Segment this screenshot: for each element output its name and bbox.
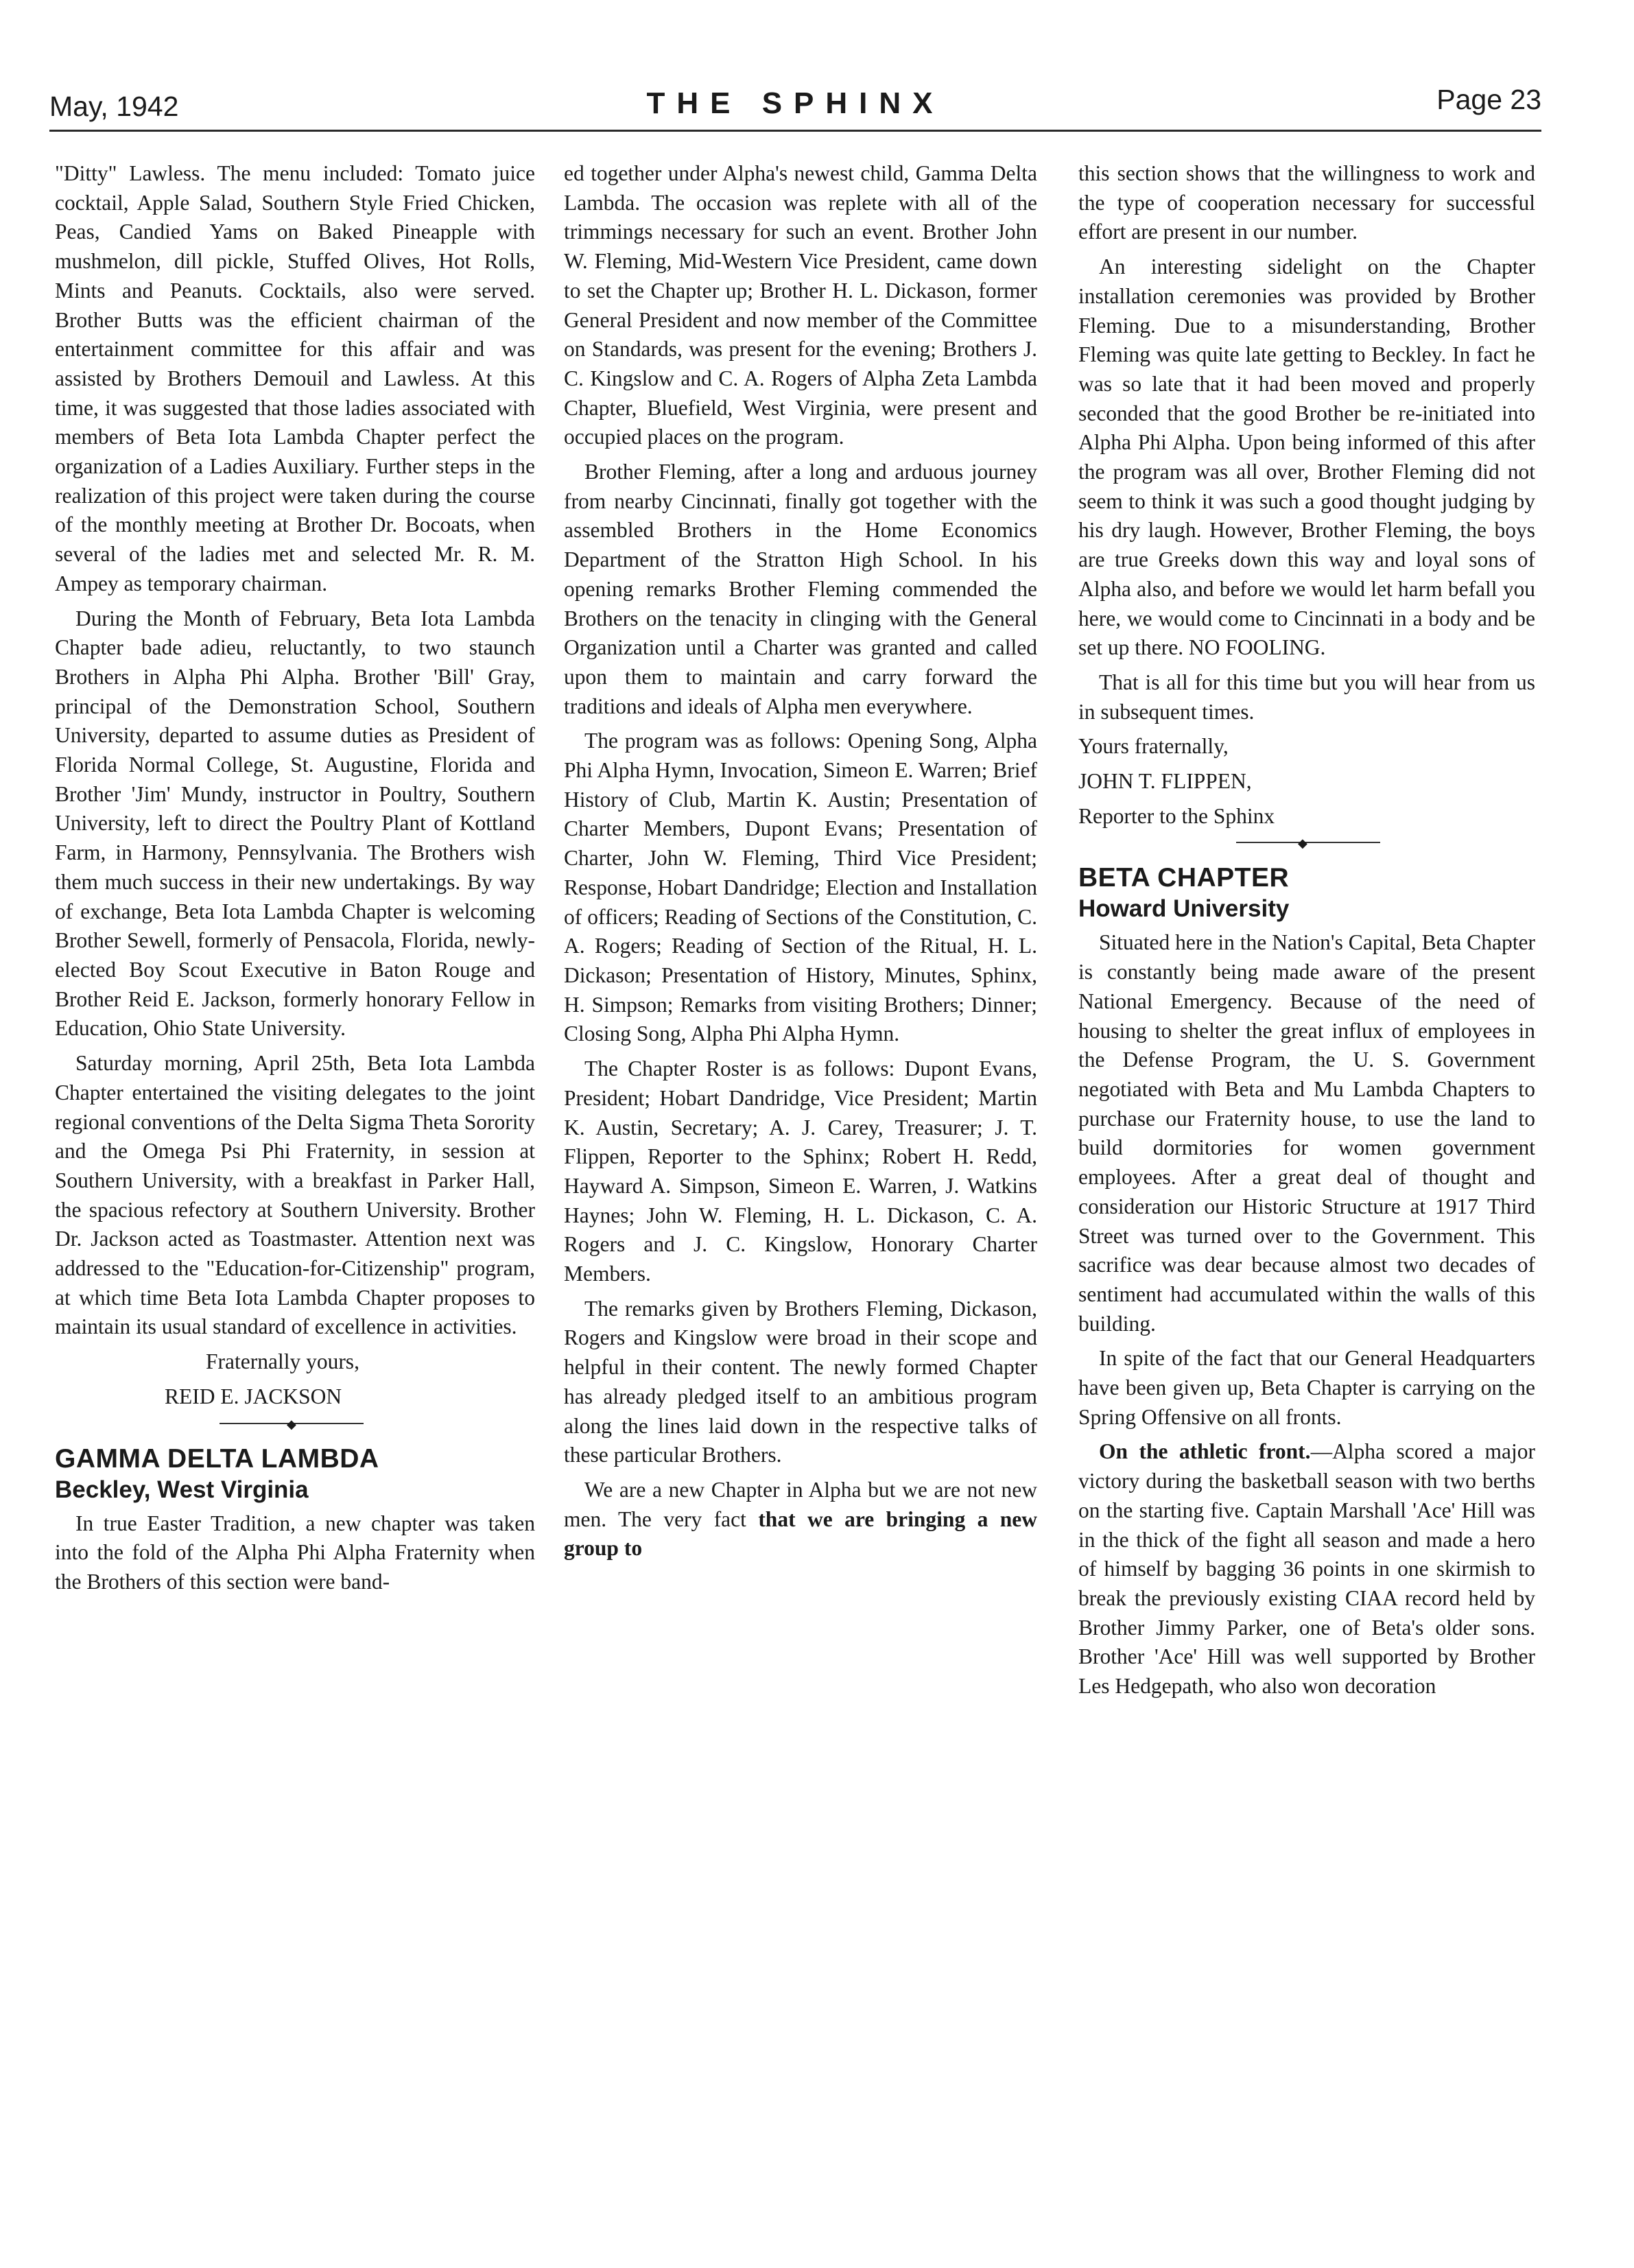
page-header <box>49 81 1541 132</box>
closing-salutation: Fraternally yours, <box>206 1349 359 1374</box>
paragraph: Situated here in the Nation's Capital, Beta Chapter is constantly being made aware of the present National Emergency. Because of the need of housing to shelter the great influx of employees in the Defense Program, the U. S. Government negotiated with Beta and Mu Lambda Chapters to purchase our Fraternity house, to use the land to build dormitories for women government employees. After a great deal of thought and consideration our Historic Structure at 1917 Third Street was turned over to the Government. This sacrifice was dear because almost two decades of sentiment had accumulated within the walls of this building. <box>1078 930 1535 1336</box>
section-subtitle: Beckley, West Virginia <box>55 1476 309 1503</box>
header-rule <box>49 130 1541 132</box>
section-divider: ◆ <box>1078 836 1535 849</box>
page-number: Page 23 <box>1436 84 1541 115</box>
column-1 <box>55 159 535 1603</box>
paragraph-lead-in: On the athletic front. <box>1099 1439 1311 1464</box>
paragraph: The program was as follows: Opening Song, Alpha Phi Alpha Hymn, Invocation, Simeon E. Warren; Brief History of Club, Martin K. Austin; Presentation of Charter Members, Dupont Evans; Presentation of Charter, John W. Fleming, Third Vice President; Response, Hobart Dandridge; Election and Installation of officers; Reading of Sections of the Constitution, C. A. Rogers; Reading of Section of the Ritual, H. L. Dickason; Presentation of History, Minutes, Sphinx, H. Simpson; Remarks from visiting Brothers; Dinner; Closing Song, Alpha Phi Alpha Hymn. <box>564 729 1037 1046</box>
section-subtitle: Howard University <box>1078 895 1290 923</box>
signature-title: Reporter to the Sphinx <box>1078 803 1275 828</box>
paragraph: Saturday morning, April 25th, Beta Iota Lambda Chapter entertained the visiting delegates to the joint regional conventions of the Delta Sigma Theta Sorority and the Omega Psi Phi Fraternity, in session at Southern University, with a breakfast in Parker Hall, the spacious refectory at Southern University. Brother Dr. Jackson acted as Toastmaster. Attention next was addressed to the "Education-for-Citizenship" program, at which time Beta Iota Lambda Chapter proposes to maintain its usual standard of excellence in activities. <box>55 1051 535 1339</box>
paragraph: The remarks given by Brothers Fleming, Dickason, Rogers and Kingslow were broad in their scope and helpful in their content. The newly formed Chapter has already pledged itself to an ambitious program along the lines laid down in the respective talks of these particular Brothers. <box>564 1296 1037 1467</box>
paragraph: In spite of the fact that our General Headquarters have been given up, Beta Chapter is carrying on the Spring Offensive on all fronts. <box>1078 1346 1535 1429</box>
paragraph: this section shows that the willingness to work and the type of cooperation necessary for successful effort are present in our number. <box>1078 161 1535 244</box>
closing-salutation: Yours fraternally, <box>1078 734 1229 759</box>
section-divider: ◆ <box>55 1417 535 1430</box>
signature: JOHN T. FLIPPEN, <box>1078 769 1252 794</box>
column-3 <box>1078 159 1535 1707</box>
section-title: BETA CHAPTER <box>1078 863 1290 893</box>
paragraph: Brother Fleming, after a long and arduous journey from nearby Cincinnati, finally got together with the assembled Brothers in the Home Economics Department of the Stratton High School. In his opening remarks Brother Fleming commended the Brothers on the tenacity in clinging with the General Organization until a Charter was granted and called upon them to maintain and carry forward the traditions and ideals of Alpha men everywhere. <box>564 460 1037 718</box>
paragraph <box>564 1476 1037 1563</box>
paragraph: An interesting sidelight on the Chapter installation ceremonies was provided by Brother Fleming. Due to a misunderstanding, Brother Fleming was quite late getting to Beckley. In fact he was so late that it had been moved and properly seconded that the good Brother be re-initiated into Alpha Phi Alpha. Upon being informed of this after the program was all over, Brother Fleming did not seem to think it was such a good thought judging by his dry laugh. However, Brother Fleming, the boys are true Greeks down this way and loyal sons of Alpha also, and before we would let harm befall you here, we would come to Cincinnati in a body and be set up there. NO FOOLING. <box>1078 255 1535 660</box>
signature: REID E. JACKSON <box>165 1384 342 1408</box>
issue-date: May, 1942 <box>49 91 179 122</box>
paragraph <box>1078 1437 1535 1701</box>
paragraph-text: We are a new Chapter in Alpha but we are not new men. The very fact <box>564 1477 1037 1531</box>
paragraph: In true Easter Tradition, a new chapter was taken into the fold of the Alpha Phi Alpha Fraternity when the Brothers of this section were band- <box>55 1511 535 1594</box>
publication-title: THE SPHINX <box>646 86 945 120</box>
paragraph: The Chapter Roster is as follows: Dupont Evans, President; Hobart Dandridge, Vice President; Martin K. Austin, Secretary; A. J. Carey, Treasurer; J. T. Flippen, Reporter to the Sphinx; Robert H. Redd, Hayward A. Simpson, Simeon E. Warren, J. Watkins Haynes; John W. Fleming, H. L. Dickason, C. A. Rogers and J. C. Kingslow, Honorary Charter Members. <box>564 1056 1037 1286</box>
paragraph: ed together under Alpha's newest child, Gamma Delta Lambda. The occasion was replete with all of the trimmings necessary for such an event. Brother John W. Fleming, Mid-Western Vice President, came down to set the Chapter up; Brother H. L. Dickason, former General President and now member of the Committee on Standards, was present for the evening; Brothers J. C. Kingslow and C. A. Rogers of Alpha Zeta Lambda Chapter, Bluefield, West Virginia, were present and occupied places on the program. <box>564 161 1037 449</box>
paragraph-bold-text: that we are bringing a new group to <box>564 1507 1037 1561</box>
section-title: GAMMA DELTA LAMBDA <box>55 1443 379 1474</box>
paragraph: During the Month of February, Beta Iota Lambda Chapter bade adieu, reluctantly, to two staunch Brothers in Alpha Phi Alpha. Brother 'Bill' Gray, principal of the Demonstration School, Southern University, departed to assume duties as President of Florida Normal College, St. Augustine, Florida and Brother 'Jim' Mundy, instructor in Poultry, Southern University, left to direct the Poultry Plant of Kottland Farm, in Harmony, Pennsylvania. The Brothers wish them much success in their new undertakings. By way of exchange, Beta Iota Lambda Chapter is welcoming Brother Sewell, formerly of Pensacola, Florida, newly-elected Boy Scout Executive in Baton Rouge and Brother Reid E. Jackson, formerly honorary Fellow in Education, Ohio State University. <box>55 606 535 1041</box>
paragraph: "Ditty" Lawless. The menu included: Tomato juice cocktail, Apple Salad, Southern Style Fried Chicken, Peas, Candied Yams on Baked Pineapple with mushmelon, dill pickle, Stuffed Olives, Hot Rolls, Mints and Peanuts. Cocktails, also were served. Brother Butts was the efficient chairman of the entertainment committee for this affair and was assisted by Brothers Demouil and Lawless. At this time, it was suggested that those ladies associated with members of Beta Iota Lambda Chapter perfect the organization of a Ladies Auxiliary. Further steps in the realization of this project were taken during the course of the monthly meeting at Brother Dr. Bocoats, when several of the ladies met and selected Mr. R. M. Ampey as temporary chairman. <box>55 161 535 595</box>
paragraph-text: —Alpha scored a major victory during the basketball season with two berths on the starting five. Captain Marshall 'Ace' Hill was in the thick of the fight all season and made a hero of himself by bagging 36 points in one skirmish to break the previously existing CIAA record held by Brother Jimmy Parker, one of Beta's older sons. Brother 'Ace' Hill was well supported by Brother Les Hedgepath, who also won decoration <box>1078 1439 1535 1699</box>
paragraph: That is all for this time but you will hear from us in subsequent times. <box>1078 670 1535 724</box>
column-2 <box>564 159 1037 1569</box>
